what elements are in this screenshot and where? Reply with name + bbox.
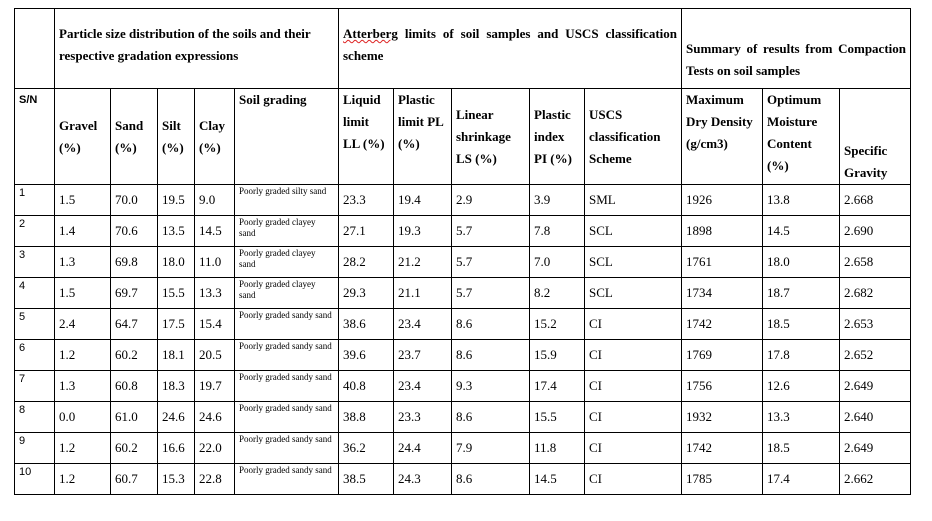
- cell-omc: 12.6: [763, 371, 840, 402]
- cell-pi: 15.5: [530, 402, 585, 433]
- cell-mdd: 1756: [682, 371, 763, 402]
- cell-ls: 9.3: [452, 371, 530, 402]
- cell-pl: 21.2: [394, 247, 452, 278]
- cell-sn: 3: [15, 247, 55, 278]
- cell-pi: 11.8: [530, 433, 585, 464]
- cell-ll: 38.6: [339, 309, 394, 340]
- cell-grading: Poorly graded clayey sand: [235, 247, 339, 278]
- particle-size-group-header: Particle size distribution of the soils and their respective gradation expressions: [55, 9, 339, 89]
- cell-pl: 19.4: [394, 185, 452, 216]
- cell-grading: Poorly graded sandy sand: [235, 371, 339, 402]
- cell-ls: 8.6: [452, 340, 530, 371]
- cell-mdd: 1926: [682, 185, 763, 216]
- cell-sg: 2.662: [840, 464, 911, 495]
- cell-mdd: 1734: [682, 278, 763, 309]
- cell-gravel: 1.2: [55, 340, 111, 371]
- cell-pl: 24.3: [394, 464, 452, 495]
- cell-pi: 14.5: [530, 464, 585, 495]
- cell-silt: 15.3: [158, 464, 195, 495]
- cell-clay: 15.4: [195, 309, 235, 340]
- cell-gravel: 1.2: [55, 464, 111, 495]
- cell-clay: 24.6: [195, 402, 235, 433]
- cell-grading: Poorly graded sandy sand: [235, 464, 339, 495]
- cell-pl: 24.4: [394, 433, 452, 464]
- table-row: [15, 185, 911, 216]
- empty-corner-cell: [15, 9, 55, 89]
- cell-grading: Poorly graded sandy sand: [235, 433, 339, 464]
- cell-silt: 18.1: [158, 340, 195, 371]
- cell-uscs: CI: [585, 371, 682, 402]
- cell-sand: 69.8: [111, 247, 158, 278]
- cell-ll: 40.8: [339, 371, 394, 402]
- cell-ll: 28.2: [339, 247, 394, 278]
- cell-clay: 9.0: [195, 185, 235, 216]
- cell-clay: 13.3: [195, 278, 235, 309]
- cell-pi: 15.2: [530, 309, 585, 340]
- cell-mdd: 1898: [682, 216, 763, 247]
- cell-ls: 5.7: [452, 247, 530, 278]
- cell-uscs: CI: [585, 464, 682, 495]
- cell-ls: 8.6: [452, 464, 530, 495]
- col-header-gravel: Gravel (%): [55, 89, 111, 185]
- cell-ll: 39.6: [339, 340, 394, 371]
- col-header-sn: S/N: [15, 89, 55, 185]
- cell-ls: 8.6: [452, 402, 530, 433]
- column-header-row: [15, 89, 911, 185]
- cell-pi: 3.9: [530, 185, 585, 216]
- cell-omc: 13.8: [763, 185, 840, 216]
- cell-ls: 8.6: [452, 309, 530, 340]
- compaction-group-header: Summary of results from Compaction Tests on soil samples: [682, 9, 911, 89]
- cell-sn: 9: [15, 433, 55, 464]
- cell-sand: 60.2: [111, 433, 158, 464]
- atterberg-group-header: [339, 9, 682, 89]
- cell-uscs: SML: [585, 185, 682, 216]
- cell-pl: 23.3: [394, 402, 452, 433]
- cell-omc: 14.5: [763, 216, 840, 247]
- col-header-sand: Sand (%): [111, 89, 158, 185]
- cell-sn: 8: [15, 402, 55, 433]
- cell-silt: 18.0: [158, 247, 195, 278]
- cell-uscs: CI: [585, 433, 682, 464]
- cell-uscs: SCL: [585, 216, 682, 247]
- cell-mdd: 1769: [682, 340, 763, 371]
- cell-mdd: 1785: [682, 464, 763, 495]
- cell-sand: 64.7: [111, 309, 158, 340]
- cell-grading: Poorly graded clayey sand: [235, 216, 339, 247]
- cell-uscs: CI: [585, 340, 682, 371]
- cell-gravel: 1.5: [55, 185, 111, 216]
- cell-silt: 16.6: [158, 433, 195, 464]
- cell-clay: 14.5: [195, 216, 235, 247]
- cell-sn: 1: [15, 185, 55, 216]
- cell-gravel: 1.4: [55, 216, 111, 247]
- table-row: [15, 433, 911, 464]
- cell-sand: 70.6: [111, 216, 158, 247]
- cell-pl: 23.4: [394, 371, 452, 402]
- cell-sn: 7: [15, 371, 55, 402]
- cell-sg: 2.649: [840, 371, 911, 402]
- col-header-ls: Linear shrinkage LS (%): [452, 89, 530, 185]
- cell-pi: 7.0: [530, 247, 585, 278]
- cell-sn: 10: [15, 464, 55, 495]
- cell-pl: 19.3: [394, 216, 452, 247]
- cell-sand: 60.8: [111, 371, 158, 402]
- cell-sg: 2.658: [840, 247, 911, 278]
- col-header-grading: Soil grading: [235, 89, 339, 185]
- cell-sand: 70.0: [111, 185, 158, 216]
- soil-results-table: [14, 8, 911, 495]
- cell-pi: 17.4: [530, 371, 585, 402]
- cell-omc: 17.4: [763, 464, 840, 495]
- cell-omc: 18.5: [763, 309, 840, 340]
- table-row: [15, 402, 911, 433]
- cell-ls: 2.9: [452, 185, 530, 216]
- col-header-silt: Silt (%): [158, 89, 195, 185]
- cell-mdd: 1742: [682, 309, 763, 340]
- table-row: [15, 216, 911, 247]
- cell-sg: 2.652: [840, 340, 911, 371]
- cell-sg: 2.640: [840, 402, 911, 433]
- cell-mdd: 1761: [682, 247, 763, 278]
- cell-pi: 7.8: [530, 216, 585, 247]
- cell-pl: 23.4: [394, 309, 452, 340]
- cell-mdd: 1742: [682, 433, 763, 464]
- cell-sn: 2: [15, 216, 55, 247]
- cell-sg: 2.668: [840, 185, 911, 216]
- atterberg-word: Atterberg: [343, 26, 398, 41]
- cell-sand: 60.7: [111, 464, 158, 495]
- col-header-sg: Specific Gravity: [840, 89, 911, 185]
- cell-silt: 18.3: [158, 371, 195, 402]
- cell-gravel: 2.4: [55, 309, 111, 340]
- table-row: [15, 340, 911, 371]
- cell-uscs: SCL: [585, 247, 682, 278]
- cell-ls: 5.7: [452, 216, 530, 247]
- cell-grading: Poorly graded sandy sand: [235, 340, 339, 371]
- cell-sand: 61.0: [111, 402, 158, 433]
- col-header-omc: Optimum Moisture Content (%): [763, 89, 840, 185]
- cell-grading: Poorly graded silty sand: [235, 185, 339, 216]
- cell-omc: 18.7: [763, 278, 840, 309]
- cell-ls: 5.7: [452, 278, 530, 309]
- cell-silt: 24.6: [158, 402, 195, 433]
- cell-ls: 7.9: [452, 433, 530, 464]
- cell-sg: 2.649: [840, 433, 911, 464]
- cell-silt: 15.5: [158, 278, 195, 309]
- cell-uscs: CI: [585, 402, 682, 433]
- col-header-clay: Clay (%): [195, 89, 235, 185]
- atterberg-rest: limits of soil samples and USCS classification scheme: [343, 26, 678, 63]
- table-row: [15, 247, 911, 278]
- cell-gravel: 1.5: [55, 278, 111, 309]
- cell-clay: 22.8: [195, 464, 235, 495]
- cell-sn: 4: [15, 278, 55, 309]
- col-header-uscs: USCS classification Scheme: [585, 89, 682, 185]
- cell-clay: 19.7: [195, 371, 235, 402]
- cell-omc: 17.8: [763, 340, 840, 371]
- cell-omc: 18.0: [763, 247, 840, 278]
- cell-sg: 2.653: [840, 309, 911, 340]
- cell-pl: 23.7: [394, 340, 452, 371]
- cell-ll: 36.2: [339, 433, 394, 464]
- cell-silt: 13.5: [158, 216, 195, 247]
- cell-mdd: 1932: [682, 402, 763, 433]
- cell-ll: 23.3: [339, 185, 394, 216]
- cell-sg: 2.690: [840, 216, 911, 247]
- cell-sn: 5: [15, 309, 55, 340]
- cell-uscs: SCL: [585, 278, 682, 309]
- col-header-pi: Plastic index PI (%): [530, 89, 585, 185]
- cell-clay: 22.0: [195, 433, 235, 464]
- group-header-row: [15, 9, 911, 89]
- cell-sand: 69.7: [111, 278, 158, 309]
- cell-silt: 17.5: [158, 309, 195, 340]
- cell-ll: 27.1: [339, 216, 394, 247]
- cell-pi: 15.9: [530, 340, 585, 371]
- cell-ll: 38.8: [339, 402, 394, 433]
- cell-clay: 11.0: [195, 247, 235, 278]
- table-row: [15, 371, 911, 402]
- cell-grading: Poorly graded sandy sand: [235, 309, 339, 340]
- cell-silt: 19.5: [158, 185, 195, 216]
- col-header-pl: Plastic limit PL (%): [394, 89, 452, 185]
- cell-gravel: 1.2: [55, 433, 111, 464]
- cell-sg: 2.682: [840, 278, 911, 309]
- table-row: [15, 278, 911, 309]
- cell-sand: 60.2: [111, 340, 158, 371]
- cell-omc: 13.3: [763, 402, 840, 433]
- cell-grading: Poorly graded sandy sand: [235, 402, 339, 433]
- cell-omc: 18.5: [763, 433, 840, 464]
- soil-results-table-container: [14, 8, 911, 495]
- table-row: [15, 464, 911, 495]
- cell-ll: 38.5: [339, 464, 394, 495]
- table-row: [15, 309, 911, 340]
- cell-gravel: 0.0: [55, 402, 111, 433]
- cell-pl: 21.1: [394, 278, 452, 309]
- cell-gravel: 1.3: [55, 371, 111, 402]
- cell-uscs: CI: [585, 309, 682, 340]
- cell-clay: 20.5: [195, 340, 235, 371]
- cell-gravel: 1.3: [55, 247, 111, 278]
- cell-sn: 6: [15, 340, 55, 371]
- table-body: [15, 185, 911, 495]
- col-header-mdd: Maximum Dry Density (g/cm3): [682, 89, 763, 185]
- cell-pi: 8.2: [530, 278, 585, 309]
- cell-ll: 29.3: [339, 278, 394, 309]
- col-header-ll: Liquid limit LL (%): [339, 89, 394, 185]
- cell-grading: Poorly graded clayey sand: [235, 278, 339, 309]
